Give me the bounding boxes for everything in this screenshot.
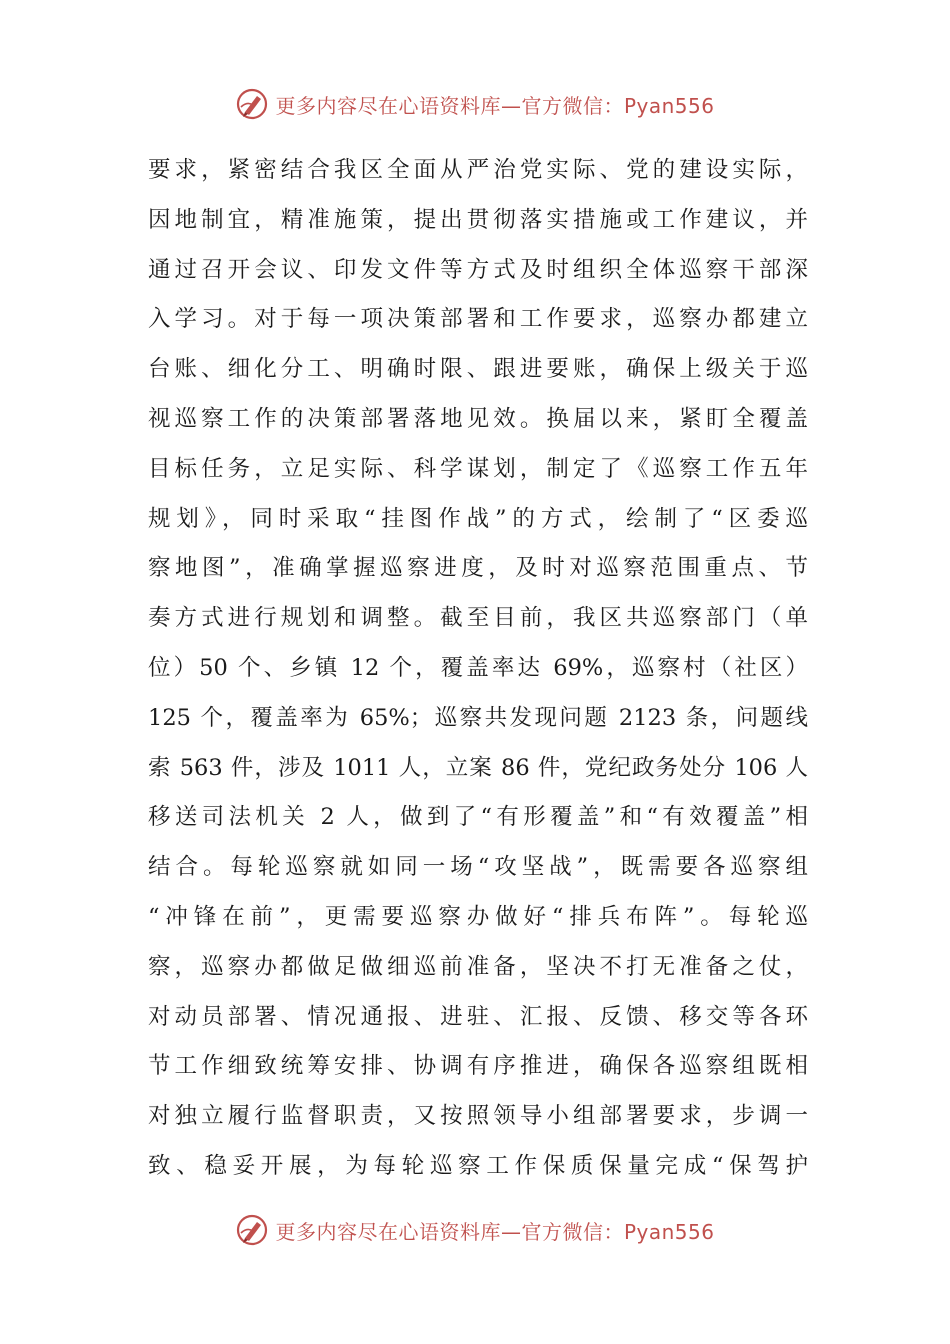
text-line: 节工作细致统筹安排、协调有序推进，确保各巡察组既相 [148,1053,808,1080]
text-line: 通过召开会议、印发文件等方式及时组织全体巡察干部深 [148,256,808,283]
header-banner-suffix: —官方微信：Pyan556 [500,93,715,118]
text-line: 要求，紧密结合我区全面从严治党实际、党的建设实际， [148,157,808,183]
text-line: 125 个，覆盖率为 65%；巡察共发现问题 2123 条，问题线 [148,704,808,731]
text-line: 对独立履行监督职责，又按照领导小组部署要求，步调一 [148,1103,808,1130]
header-banner-main: 更多内容尽在心语资料库 [275,93,501,118]
text-line: 规划》，同时采取“挂图作战”的方式，绘制了“区委巡 [148,505,808,532]
text-line: 位）50 个、乡镇 12 个，覆盖率达 69%，巡察村（社区） [148,654,808,681]
text-line: 察地图”，准确掌握巡察进度，及时对巡察范围重点、节 [148,555,808,582]
footer-banner-main: 更多内容尽在心语资料库 [275,1219,501,1244]
document-body [148,146,808,1192]
text-line: 目标任务，立足实际、科学谋划，制定了《巡察工作五年 [148,455,808,482]
pen-logo-icon [235,1213,269,1247]
text-line: 入学习。对于每一项决策部署和工作要求，巡察办都建立 [148,306,808,333]
footer-banner-suffix: —官方微信：Pyan556 [500,1219,715,1244]
header-banner [0,82,950,126]
text-line: 索 563 件，涉及 1011 人，立案 86 件，党纪政务处分 106 人 [148,754,808,781]
text-line: 奏方式进行规划和调整。截至目前，我区共巡察部门（单 [148,605,808,632]
text-line: 结合。每轮巡察就如同一场“攻坚战”，既需要各巡察组 [148,854,808,881]
text-line: “冲锋在前”，更需要巡察办做好“排兵布阵”。每轮巡 [148,903,808,930]
text-line: 台账、细化分工、明确时限、跟进要账，确保上级关于巡 [148,356,808,383]
text-line: 对动员部署、情况通报、进驻、汇报、反馈、移交等各环 [148,1003,808,1030]
text-line: 因地制宜，精准施策，提出贯彻落实措施或工作建议，并 [148,206,808,233]
text-line: 视巡察工作的决策部署落地见效。换届以来，紧盯全覆盖 [148,405,808,432]
text-line: 移送司法机关 2 人，做到了“有形覆盖”和“有效覆盖”相 [148,804,808,831]
footer-banner [0,1208,950,1252]
header-banner-text [275,90,714,119]
text-line: 察，巡察办都做足做细巡前准备，坚决不打无准备之仗， [148,953,808,980]
footer-banner-text [275,1216,714,1245]
pen-logo-icon [235,87,269,121]
text-line: 致、稳妥开展，为每轮巡察工作保质保量完成“保驾护 [148,1152,808,1179]
